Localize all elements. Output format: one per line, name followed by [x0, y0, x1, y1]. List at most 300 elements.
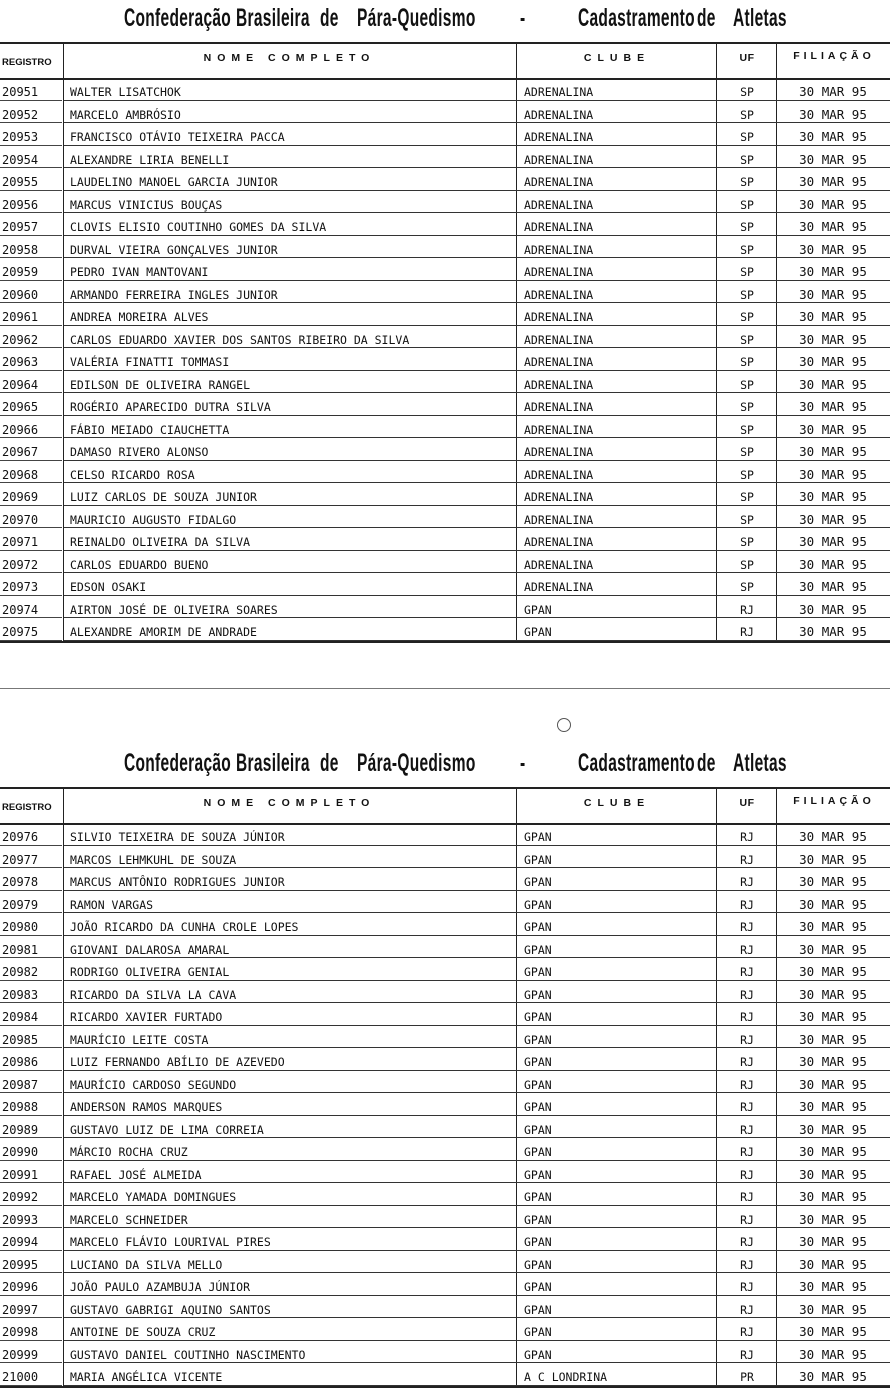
uf-cell: RJ — [740, 852, 754, 867]
table-row — [0, 596, 890, 619]
table-body — [0, 78, 890, 641]
uf-cell: SP — [740, 265, 754, 279]
registro-cell: 20995 — [2, 1257, 39, 1272]
filiacao-cell: 30 MAR 95 — [799, 534, 867, 549]
table-header — [0, 42, 890, 80]
uf-cell: RJ — [740, 625, 754, 639]
uf-cell: RJ — [740, 1055, 754, 1069]
uf-cell: SP — [740, 467, 754, 482]
filiacao-cell: 30 MAR 95 — [799, 106, 867, 122]
clube-cell: GPAN — [524, 1302, 552, 1317]
nome-cell: CARLOS EDUARDO BUENO — [70, 557, 209, 572]
nome-cell: PEDRO IVAN MANTOVANI — [70, 265, 209, 279]
table-row — [0, 846, 890, 869]
clube-cell: A C LONDRINA — [524, 1370, 608, 1384]
filiacao-cell: 30 MAR 95 — [799, 174, 867, 189]
registro-cell: 20988 — [2, 1100, 39, 1114]
nome-cell: SILVIO TEIXEIRA DE SOUZA JÚNIOR — [70, 830, 285, 844]
filiacao-cell: 30 MAR 95 — [799, 941, 867, 957]
table-row — [0, 1116, 890, 1139]
filiacao-cell: 30 MAR 95 — [799, 286, 867, 302]
uf-cell: SP — [740, 580, 754, 594]
filiacao-cell: 30 MAR 95 — [799, 376, 867, 392]
registro-cell: 20986 — [2, 1055, 39, 1069]
uf-cell: RJ — [740, 920, 754, 934]
registro-cell: 20991 — [2, 1167, 39, 1182]
filiacao-cell: 30 MAR 95 — [799, 829, 867, 844]
clube-cell: ADRENALINA — [524, 580, 594, 594]
table-row — [0, 868, 890, 891]
clube-cell: ADRENALINA — [524, 175, 594, 189]
page-title — [0, 0, 890, 40]
filiacao-cell: 30 MAR 95 — [799, 84, 867, 99]
clube-cell: ADRENALINA — [524, 310, 594, 324]
registro-cell: 20998 — [2, 1325, 39, 1339]
nome-cell: EDSON OSAKI — [70, 580, 147, 594]
table-row — [0, 326, 890, 349]
table-row — [0, 281, 890, 304]
nome-cell: FÁBIO MEIADO CIAUCHETTA — [70, 422, 230, 437]
uf-cell: RJ — [740, 1280, 754, 1294]
title-word: de — [697, 4, 716, 32]
clube-cell: GPAN — [524, 1077, 552, 1092]
title-word: Cadastramento — [578, 4, 695, 32]
col-filiacao: FILIAÇÃO — [793, 50, 875, 62]
col-nome: NOME COMPLETO — [203, 52, 376, 64]
title-word: Confederação — [124, 4, 232, 32]
filiacao-cell: 30 MAR 95 — [799, 1054, 867, 1069]
clube-cell: ADRENALINA — [524, 265, 594, 279]
filiacao-cell: 30 MAR 95 — [799, 1166, 867, 1182]
nome-cell: CARLOS EDUARDO XAVIER DOS SANTOS RIBEIRO DA SILVA — [70, 332, 410, 347]
nome-cell: MARCELO YAMADA DOMINGUES — [70, 1190, 237, 1204]
registro-cell: 20965 — [2, 400, 39, 414]
table-row — [0, 1003, 890, 1026]
table-row — [0, 1026, 890, 1049]
uf-cell: RJ — [740, 875, 754, 889]
uf-cell: RJ — [740, 1302, 754, 1317]
filiacao-cell: 30 MAR 95 — [799, 511, 867, 527]
uf-cell: SP — [740, 310, 754, 324]
registro-cell: 20994 — [2, 1235, 39, 1249]
table-row — [0, 1251, 890, 1274]
nome-cell: MARCOS LEHMKUHL DE SOUZA — [70, 852, 237, 867]
registro-cell: 20958 — [2, 242, 39, 257]
filiacao-cell: 30 MAR 95 — [799, 986, 867, 1002]
uf-cell: SP — [740, 512, 754, 527]
table-row — [0, 823, 890, 846]
registro-cell: 20954 — [2, 152, 39, 167]
title-word: de — [320, 4, 339, 32]
uf-cell: SP — [740, 490, 754, 504]
uf-cell: RJ — [740, 1257, 754, 1272]
table-row — [0, 506, 890, 529]
col-filiacao: FILIAÇÃO — [793, 795, 875, 807]
clube-cell: GPAN — [524, 875, 552, 889]
table-row — [0, 1206, 890, 1229]
registro-cell: 20952 — [2, 107, 39, 122]
title-word: Pára-Quedismo — [357, 4, 476, 32]
uf-cell: PR — [740, 1370, 754, 1384]
uf-cell: SP — [740, 332, 754, 347]
table-header — [0, 787, 890, 825]
uf-cell: SP — [740, 287, 754, 302]
clube-cell: GPAN — [524, 852, 552, 867]
nome-cell: MARCELO SCHNEIDER — [70, 1212, 188, 1227]
table-row — [0, 1341, 890, 1364]
uf-cell: SP — [740, 535, 754, 549]
title-word: - — [520, 4, 526, 32]
registro-cell: 20981 — [2, 942, 39, 957]
registro-cell: 21000 — [2, 1370, 39, 1384]
filiacao-cell: 30 MAR 95 — [799, 354, 867, 369]
table-row — [0, 483, 890, 506]
nome-cell: GIOVANI DALAROSA AMARAL — [70, 942, 230, 957]
filiacao-cell: 30 MAR 95 — [799, 556, 867, 572]
nome-cell: MARCUS ANTÔNIO RODRIGUES JUNIOR — [70, 875, 285, 889]
clube-cell: ADRENALINA — [524, 490, 594, 504]
filiacao-cell: 30 MAR 95 — [799, 444, 867, 459]
clube-cell: GPAN — [524, 1100, 552, 1114]
clube-cell: ADRENALINA — [524, 85, 594, 99]
table-row — [0, 258, 890, 281]
registro-cell: 20971 — [2, 535, 39, 549]
col-uf: UF — [739, 52, 755, 64]
filiacao-cell: 30 MAR 95 — [799, 1076, 867, 1092]
nome-cell: MAURICIO AUGUSTO FIDALGO — [70, 512, 237, 527]
registro-cell: 20956 — [2, 197, 39, 212]
filiacao-cell: 30 MAR 95 — [799, 1031, 867, 1047]
table-row — [0, 551, 890, 574]
title-word: Confederação — [124, 749, 232, 777]
clube-cell: ADRENALINA — [524, 197, 594, 212]
filiacao-cell: 30 MAR 95 — [799, 1369, 867, 1384]
registro-cell: 20976 — [2, 830, 39, 844]
nome-cell: AIRTON JOSÉ DE OLIVEIRA SOARES — [70, 602, 278, 617]
registro-cell: 20992 — [2, 1190, 39, 1204]
table-row — [0, 981, 890, 1004]
title-word: de — [697, 749, 716, 777]
uf-cell: RJ — [740, 1167, 754, 1182]
registro-cell: 20989 — [2, 1122, 39, 1137]
filiacao-cell: 30 MAR 95 — [799, 851, 867, 867]
clube-cell: GPAN — [524, 1167, 552, 1182]
table-row — [0, 101, 890, 124]
nome-cell: LUIZ FERNANDO ABÍLIO DE AZEVEDO — [70, 1055, 285, 1069]
filiacao-cell: 30 MAR 95 — [799, 964, 867, 979]
uf-cell: SP — [740, 242, 754, 257]
filiacao-cell: 30 MAR 95 — [799, 219, 867, 234]
filiacao-cell: 30 MAR 95 — [799, 466, 867, 482]
clube-cell: GPAN — [524, 1145, 552, 1159]
clube-cell: ADRENALINA — [524, 220, 594, 234]
registro-cell: 20977 — [2, 852, 39, 867]
table-row — [0, 146, 890, 169]
filiacao-cell: 30 MAR 95 — [799, 579, 867, 594]
uf-cell: RJ — [740, 1212, 754, 1227]
col-registro: REGISTRO — [2, 57, 52, 68]
filiacao-cell: 30 MAR 95 — [799, 1324, 867, 1339]
clube-cell: GPAN — [524, 1325, 552, 1339]
table-row — [0, 958, 890, 981]
table-body — [0, 823, 890, 1386]
clube-cell: GPAN — [524, 1190, 552, 1204]
clube-cell: GPAN — [524, 1055, 552, 1069]
nome-cell: ALEXANDRE LIRIA BENELLI — [70, 152, 230, 167]
page-title — [0, 745, 890, 785]
table-row — [0, 1093, 890, 1116]
registro-cell: 20968 — [2, 467, 39, 482]
table-row — [0, 416, 890, 439]
table-row — [0, 1071, 890, 1094]
registro-cell: 20969 — [2, 490, 39, 504]
clube-cell: ADRENALINA — [524, 445, 594, 459]
uf-cell: RJ — [740, 1122, 754, 1137]
nome-cell: RICARDO DA SILVA LA CAVA — [70, 987, 237, 1002]
uf-cell: SP — [740, 400, 754, 414]
uf-cell: RJ — [740, 1032, 754, 1047]
clube-cell: GPAN — [524, 625, 552, 639]
clube-cell: GPAN — [524, 920, 552, 934]
nome-cell: MARCUS VINICIUS BOUÇAS — [70, 197, 223, 212]
registro-cell: 20999 — [2, 1347, 39, 1362]
uf-cell: SP — [740, 557, 754, 572]
nome-cell: MARIA ANGÉLICA VICENTE — [70, 1370, 223, 1384]
title-word: - — [520, 749, 526, 777]
registro-cell: 20951 — [2, 85, 39, 99]
registro-cell: 20962 — [2, 332, 39, 347]
registro-cell: 20979 — [2, 897, 39, 912]
registro-cell: 20996 — [2, 1280, 39, 1294]
clube-cell: ADRENALINA — [524, 355, 594, 369]
table-row — [0, 1296, 890, 1319]
nome-cell: ANDREA MOREIRA ALVES — [70, 310, 209, 324]
clube-cell: GPAN — [524, 987, 552, 1002]
nome-cell: GUSTAVO LUIZ DE LIMA CORREIA — [70, 1122, 264, 1137]
nome-cell: ANDERSON RAMOS MARQUES — [70, 1100, 223, 1114]
table-row — [0, 1138, 890, 1161]
filiacao-cell: 30 MAR 95 — [799, 601, 867, 617]
clube-cell: GPAN — [524, 897, 552, 912]
table-row — [0, 913, 890, 936]
uf-cell: SP — [740, 422, 754, 437]
uf-cell: RJ — [740, 897, 754, 912]
nome-cell: EDILSON DE OLIVEIRA RANGEL — [70, 377, 251, 392]
clube-cell: ADRENALINA — [524, 512, 594, 527]
clube-cell: GPAN — [524, 1032, 552, 1047]
filiacao-cell: 30 MAR 95 — [799, 264, 867, 279]
registro-cell: 20985 — [2, 1032, 39, 1047]
registro-cell: 20982 — [2, 965, 39, 979]
nome-cell: DURVAL VIEIRA GONÇALVES JUNIOR — [70, 242, 278, 257]
registro-cell: 20993 — [2, 1212, 39, 1227]
filiacao-cell: 30 MAR 95 — [799, 421, 867, 437]
uf-cell: SP — [740, 355, 754, 369]
filiacao-cell: 30 MAR 95 — [799, 1009, 867, 1024]
nome-cell: MARCELO AMBRÓSIO — [70, 107, 181, 122]
registro-cell: 20973 — [2, 580, 39, 594]
filiacao-cell: 30 MAR 95 — [799, 489, 867, 504]
nome-cell: RAMON VARGAS — [70, 897, 154, 912]
registro-cell: 20990 — [2, 1145, 39, 1159]
table-row — [0, 1228, 890, 1251]
table-row — [0, 168, 890, 191]
title-word: Brasileira — [236, 749, 310, 777]
filiacao-cell: 30 MAR 95 — [799, 151, 867, 167]
registro-cell: 20959 — [2, 265, 39, 279]
table-row — [0, 891, 890, 914]
registro-cell: 20975 — [2, 625, 39, 639]
filiacao-cell: 30 MAR 95 — [799, 331, 867, 347]
clube-cell: GPAN — [524, 1257, 552, 1272]
clube-cell: ADRENALINA — [524, 332, 594, 347]
table-row — [0, 1048, 890, 1071]
table-row — [0, 1273, 890, 1296]
nome-cell: RODRIGO OLIVEIRA GENIAL — [70, 965, 230, 979]
uf-cell: RJ — [740, 1190, 754, 1204]
nome-cell: JOÃO PAULO AZAMBUJA JÚNIOR — [70, 1280, 251, 1294]
registro-cell: 20978 — [2, 875, 39, 889]
clube-cell: ADRENALINA — [524, 535, 594, 549]
filiacao-cell: 30 MAR 95 — [799, 919, 867, 934]
nome-cell: DAMASO RIVERO ALONSO — [70, 445, 209, 459]
nome-cell: LUCIANO DA SILVA MELLO — [70, 1257, 223, 1272]
filiacao-cell: 30 MAR 95 — [799, 1099, 867, 1114]
clube-cell: ADRENALINA — [524, 130, 594, 144]
nome-cell: FRANCISCO OTÁVIO TEIXEIRA PACCA — [70, 130, 285, 144]
clube-cell: GPAN — [524, 1280, 552, 1294]
punch-hole-icon — [557, 718, 571, 732]
clube-cell: ADRENALINA — [524, 467, 594, 482]
uf-cell: SP — [740, 152, 754, 167]
title-word: Pára-Quedismo — [357, 749, 476, 777]
uf-cell: RJ — [740, 1100, 754, 1114]
filiacao-cell: 30 MAR 95 — [799, 129, 867, 144]
filiacao-cell: 30 MAR 95 — [799, 1121, 867, 1137]
nome-cell: VALÉRIA FINATTI TOMMASI — [70, 355, 230, 369]
table-row — [0, 618, 890, 641]
nome-cell: ARMANDO FERREIRA INGLES JUNIOR — [70, 287, 278, 302]
col-registro: REGISTRO — [2, 802, 52, 813]
table-row — [0, 123, 890, 146]
clube-cell: GPAN — [524, 1122, 552, 1137]
col-clube: CLUBE — [583, 797, 651, 809]
nome-cell: RAFAEL JOSÉ ALMEIDA — [70, 1167, 202, 1182]
filiacao-cell: 30 MAR 95 — [799, 624, 867, 639]
registro-cell: 20963 — [2, 355, 39, 369]
uf-cell: SP — [740, 175, 754, 189]
table-row — [0, 348, 890, 371]
registro-cell: 20983 — [2, 987, 39, 1002]
registro-cell: 20966 — [2, 422, 39, 437]
table-row — [0, 303, 890, 326]
filiacao-cell: 30 MAR 95 — [799, 399, 867, 414]
clube-cell: GPAN — [524, 1212, 552, 1227]
filiacao-cell: 30 MAR 95 — [799, 241, 867, 257]
filiacao-cell: 30 MAR 95 — [799, 1189, 867, 1204]
uf-cell: RJ — [740, 830, 754, 844]
clube-cell: ADRENALINA — [524, 422, 594, 437]
table-row — [0, 213, 890, 236]
nome-cell: REINALDO OLIVEIRA DA SILVA — [70, 535, 251, 549]
uf-cell: SP — [740, 107, 754, 122]
uf-cell: RJ — [740, 1145, 754, 1159]
registro-cell: 20960 — [2, 287, 39, 302]
registro-cell: 20972 — [2, 557, 39, 572]
uf-cell: SP — [740, 220, 754, 234]
registro-cell: 20953 — [2, 130, 39, 144]
table-row — [0, 461, 890, 484]
table-row — [0, 438, 890, 461]
nome-cell: GUSTAVO GABRIGI AQUINO SANTOS — [70, 1302, 271, 1317]
registro-cell: 20967 — [2, 445, 39, 459]
nome-cell: LUIZ CARLOS DE SOUZA JUNIOR — [70, 490, 257, 504]
table-row — [0, 371, 890, 394]
registro-cell: 20987 — [2, 1077, 39, 1092]
filiacao-cell: 30 MAR 95 — [799, 1144, 867, 1159]
clube-cell: ADRENALINA — [524, 400, 594, 414]
nome-cell: RICARDO XAVIER FURTADO — [70, 1010, 223, 1024]
table-row — [0, 78, 890, 101]
uf-cell: SP — [740, 197, 754, 212]
nome-cell: MAURÍCIO CARDOSO SEGUNDO — [70, 1077, 237, 1092]
nome-cell: ALEXANDRE AMORIM DE ANDRADE — [70, 625, 257, 639]
col-uf: UF — [739, 797, 755, 809]
clube-cell: ADRENALINA — [524, 152, 594, 167]
registro-cell: 20964 — [2, 377, 39, 392]
table-row — [0, 191, 890, 214]
uf-cell: RJ — [740, 942, 754, 957]
table-row — [0, 573, 890, 596]
uf-cell: SP — [740, 445, 754, 459]
table-row — [0, 528, 890, 551]
registro-cell: 20997 — [2, 1302, 39, 1317]
clube-cell: ADRENALINA — [524, 377, 594, 392]
nome-cell: MARCELO FLÁVIO LOURIVAL PIRES — [70, 1235, 271, 1249]
title-word: de — [320, 749, 339, 777]
registro-cell: 20957 — [2, 220, 39, 234]
filiacao-cell: 30 MAR 95 — [799, 896, 867, 912]
filiacao-cell: 30 MAR 95 — [799, 1279, 867, 1294]
uf-cell: RJ — [740, 1347, 754, 1362]
table-row — [0, 1363, 890, 1386]
filiacao-cell: 30 MAR 95 — [799, 874, 867, 889]
filiacao-cell: 30 MAR 95 — [799, 1346, 867, 1362]
table-row — [0, 936, 890, 959]
clube-cell: ADRENALINA — [524, 557, 594, 572]
nome-cell: WALTER LISATCHOK — [70, 85, 181, 99]
filiacao-cell: 30 MAR 95 — [799, 1301, 867, 1317]
nome-cell: GUSTAVO DANIEL COUTINHO NASCIMENTO — [70, 1347, 306, 1362]
clube-cell: GPAN — [524, 942, 552, 957]
col-clube: CLUBE — [583, 52, 651, 64]
nome-cell: MAURÍCIO LEITE COSTA — [70, 1032, 209, 1047]
title-word: Cadastramento — [578, 749, 695, 777]
clube-cell: GPAN — [524, 830, 552, 844]
table-row — [0, 1183, 890, 1206]
uf-cell: RJ — [740, 602, 754, 617]
clube-cell: ADRENALINA — [524, 287, 594, 302]
clube-cell: GPAN — [524, 1235, 552, 1249]
uf-cell: RJ — [740, 987, 754, 1002]
divider — [0, 688, 890, 689]
uf-cell: RJ — [740, 1010, 754, 1024]
uf-cell: RJ — [740, 1235, 754, 1249]
table-row — [0, 1161, 890, 1184]
clube-cell: ADRENALINA — [524, 242, 594, 257]
col-nome: NOME COMPLETO — [203, 797, 376, 809]
clube-cell: GPAN — [524, 965, 552, 979]
